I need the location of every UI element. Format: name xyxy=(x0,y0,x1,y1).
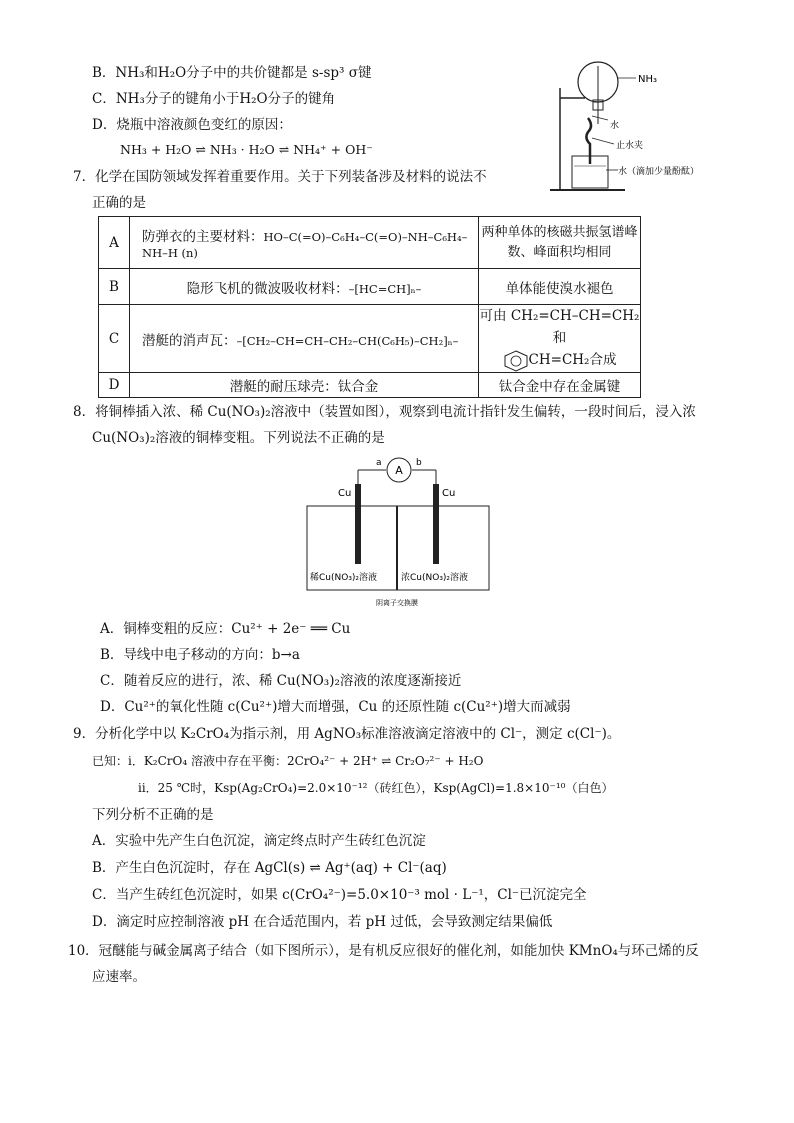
dilute-solution-label: 稀Cu(NO₃)₂溶液 xyxy=(310,573,378,583)
row-letter: B xyxy=(99,269,130,305)
note-cell: 单体能使溴水褪色 xyxy=(479,269,641,305)
q9-option-a: A．实验中先产生白色沉淀，滴定终点时产生砖红色沉淀 xyxy=(92,833,426,849)
q6-option-d: D．烧瓶中溶液颜色变红的原因： xyxy=(92,117,292,133)
q7-stem-line2: 正确的是 xyxy=(92,195,146,211)
q7-stem-line1: 7．化学在国防领域发挥着重要作用。关于下列装备涉及材料的说法不 xyxy=(73,169,487,185)
q9-known-1: 已知：ⅰ．K₂CrO₄ 溶液中存在平衡：2CrO₄²⁻ + 2H⁺ ⇌ Cr₂O₇²⁻ + H₂O xyxy=(92,754,484,768)
q9-question: 下列分析不正确的是 xyxy=(92,807,214,823)
q9-stem: 9．分析化学中以 K₂CrO₄为指示剂，用 AgNO₃标准溶液滴定溶液中的 Cl⁻，测定 c(Cl⁻)。 xyxy=(73,726,621,742)
benzene-ring-icon xyxy=(503,350,529,372)
q6-option-c: C．NH₃分子的键角小于H₂O分子的键角 xyxy=(92,91,336,107)
note-cell: 两种单体的核磁共振氢谱峰 数、峰面积均相同 xyxy=(479,217,641,269)
q8-option-d: D．Cu²⁺的氧化性随 c(Cu²⁺)增大而增强，Cu 的还原性随 c(Cu²⁺)增大而减弱 xyxy=(100,699,571,715)
q9-option-d: D．滴定时应控制溶液 pH 在合适范围内，若 pH 过低，会导致测定结果偏低 xyxy=(92,914,553,930)
fountain-apparatus-figure xyxy=(540,58,740,198)
q8-stem-line2: Cu(NO₃)₂溶液的铜棒变粗。下列说法不正确的是 xyxy=(92,430,385,446)
beaker-label: 水（滴加少量酚酞） xyxy=(618,167,700,177)
table-row xyxy=(99,373,641,398)
table-row xyxy=(99,217,641,269)
clip-label: 止水夹 xyxy=(616,141,644,151)
membrane-label: 阴离子交换膜 xyxy=(376,599,418,607)
q9-known-2: ⅱ．25 ℃时，Ksp(Ag₂CrO₄)=2.0×10⁻¹²（砖红色），Ksp(AgCl)=1.8×10⁻¹⁰（白色） xyxy=(138,781,614,795)
nh3-label: NH₃ xyxy=(638,74,658,85)
row-letter: A xyxy=(99,217,130,269)
concentrated-solution-label: 浓Cu(NO₃)₂溶液 xyxy=(401,573,469,583)
cu-electrode-left-label: Cu xyxy=(338,488,352,499)
q8-option-a: A．铜棒变粗的反应：Cu²⁺ + 2e⁻ ══ Cu xyxy=(100,621,351,637)
table-row xyxy=(99,305,641,373)
material-cell: 防弹衣的主要材料：HO–C(=O)–C₆H₄–C(=O)–NH–C₆H₄–NH–H (n) xyxy=(130,217,479,269)
concentration-cell-figure xyxy=(300,452,495,612)
row-letter: C xyxy=(99,305,130,373)
wire-label-b: b xyxy=(416,458,422,468)
material-cell: 隐形飞机的微波吸收材料：–[HC=CH]ₙ– xyxy=(130,269,479,305)
water-label: 水 xyxy=(610,121,620,131)
note-cell: 钛合金中存在金属键 xyxy=(479,373,641,398)
ammeter-label: A xyxy=(395,464,403,477)
q9-option-c: C．当产生砖红色沉淀时，如果 c(CrO₄²⁻)=5.0×10⁻³ mol · L⁻¹，Cl⁻已沉淀完全 xyxy=(92,887,587,903)
material-cell: 潜艇的消声瓦：–[CH₂–CH=CH–CH₂–CH(C₆H₅)–CH₂]ₙ– xyxy=(130,305,479,373)
cu-electrode-right-label: Cu xyxy=(442,488,456,499)
q6-option-b: B．NH₃和H₂O分子中的共价键都是 s-sp³ σ键 xyxy=(92,65,372,81)
row-letter: D xyxy=(99,373,130,398)
q9-option-b: B．产生白色沉淀时，存在 AgCl(s) ⇌ Ag⁺(aq) + Cl⁻(aq) xyxy=(92,860,447,876)
q10-line2: 应速率。 xyxy=(92,969,146,985)
q8-option-b: B．导线中电子移动的方向：b→a xyxy=(100,647,300,663)
q8-stem-line1: 8．将铜棒插入浓、稀 Cu(NO₃)₂溶液中（装置如图），观察到电流计指针发生偏转，一段时间后，浸入浓 xyxy=(73,404,696,420)
wire-label-a: a xyxy=(376,458,382,468)
note-cell: 可由 CH₂=CH–CH=CH₂和 CH=CH₂合成 xyxy=(479,305,641,373)
q8-option-c: C．随着反应的进行，浓、稀 Cu(NO₃)₂溶液的浓度逐渐接近 xyxy=(100,673,462,689)
q10-line1: 10．冠醚能与碱金属离子结合（如下图所示），是有机反应很好的催化剂，如能加快 KMnO₄与环己烯的反 xyxy=(68,943,699,959)
material-cell: 潜艇的耐压球壳：钛合金 xyxy=(130,373,479,398)
q6-option-d-equation: NH₃ + H₂O ⇌ NH₃ · H₂O ⇌ NH₄⁺ + OH⁻ xyxy=(120,142,373,157)
table-row xyxy=(99,269,641,305)
q7-options-table xyxy=(98,216,641,398)
